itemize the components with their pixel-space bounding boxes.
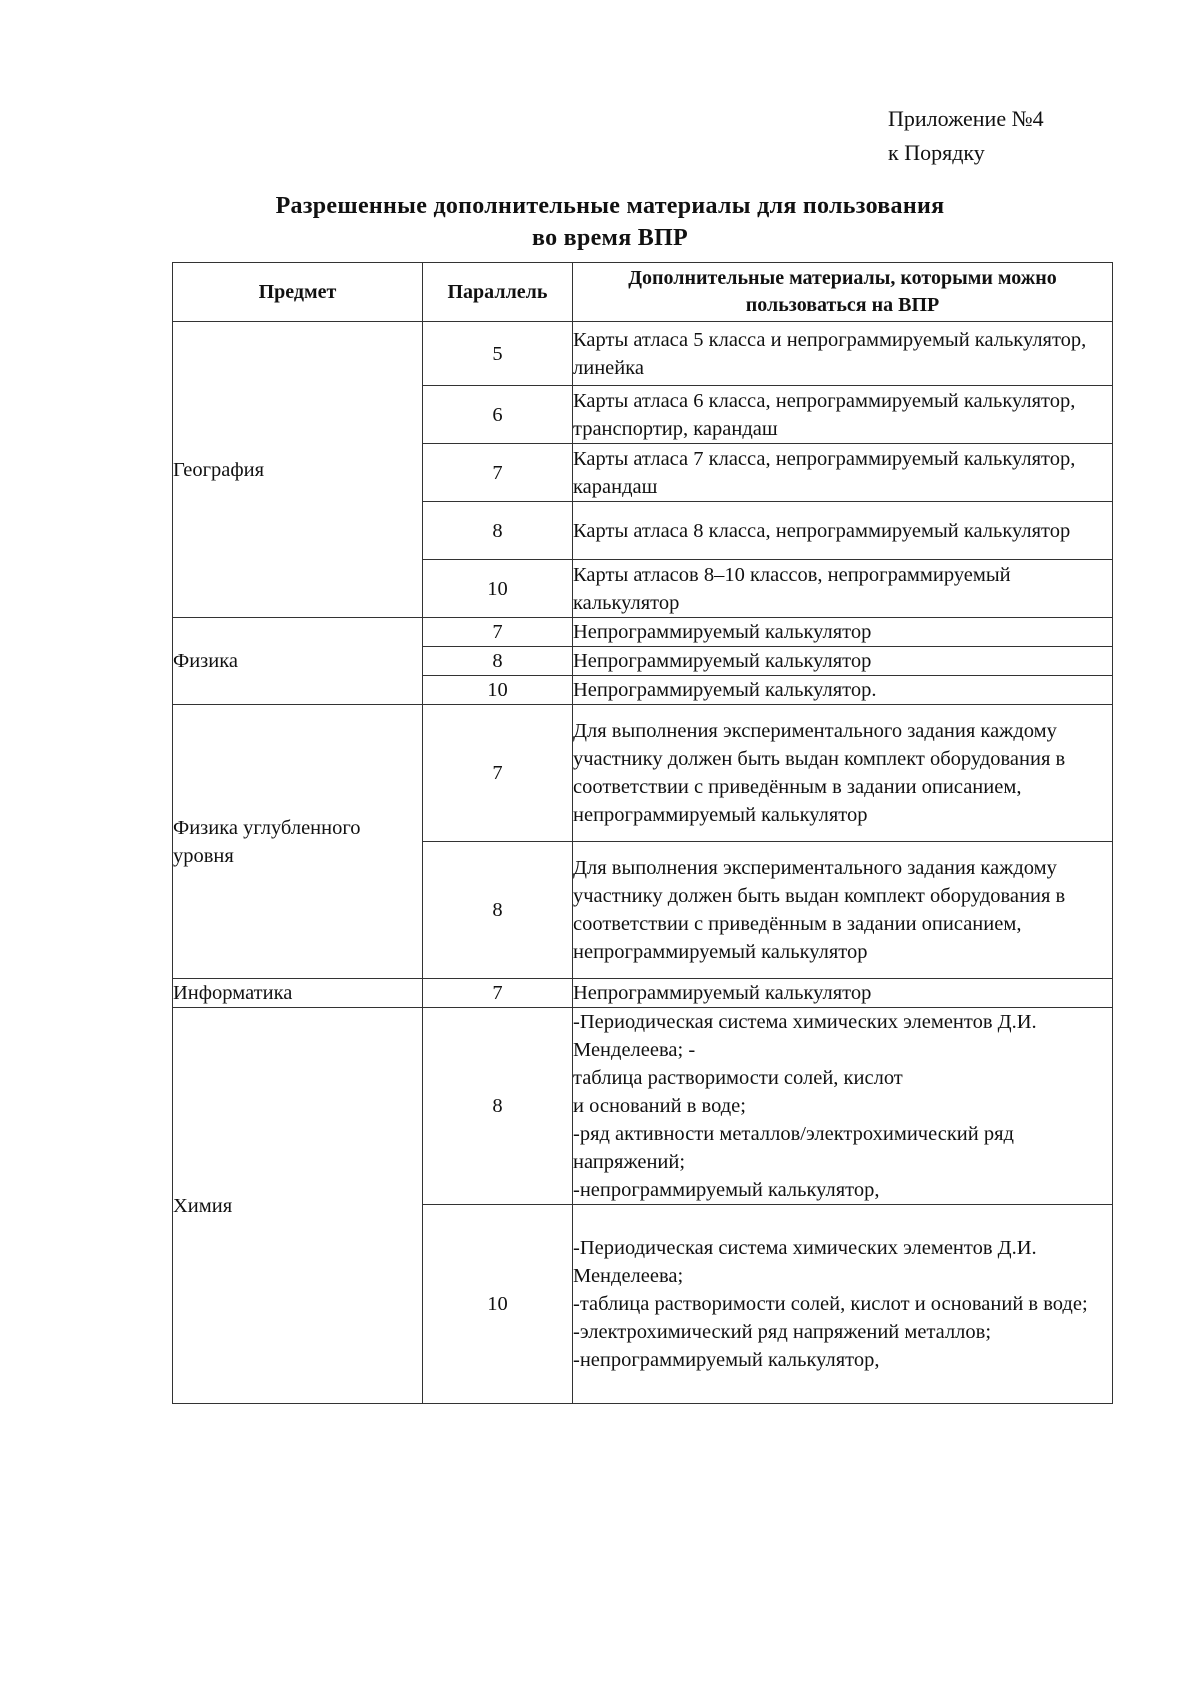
grade-cell: 8 (423, 842, 573, 979)
grade-cell: 8 (423, 1008, 573, 1205)
appendix-reference (888, 102, 1044, 170)
table-header-row (173, 263, 1113, 322)
subject-cell: Информатика (173, 979, 423, 1008)
grade-cell: 7 (423, 618, 573, 647)
materials-cell: Непрограммируемый калькулятор. (573, 676, 1113, 705)
materials-cell: -Периодическая система химических элементов Д.И. Менделеева; -таблица растворимости солей, кислот и оснований в воде; -электрохимический ряд напряжений металлов; -непрограммируемый калькулятор, (573, 1205, 1113, 1404)
table-row (173, 705, 1113, 842)
grade-cell: 8 (423, 502, 573, 560)
grade-cell: 5 (423, 322, 573, 386)
materials-cell: Карты атласа 8 класса, непрограммируемый калькулятор (573, 502, 1113, 560)
grade-cell: 8 (423, 647, 573, 676)
subject-cell: Физика (173, 618, 423, 705)
materials-cell: Непрограммируемый калькулятор (573, 647, 1113, 676)
grade-cell: 6 (423, 386, 573, 444)
grade-cell: 10 (423, 1205, 573, 1404)
materials-cell: Карты атласа 6 класса, непрограммируемый калькулятор, транспортир, карандаш (573, 386, 1113, 444)
materials-cell: Непрограммируемый калькулятор (573, 979, 1113, 1008)
materials-cell: Для выполнения экспериментального задания каждому участнику должен быть выдан комплект оборудования в соответствии с приведённым в задании описанием, непрограммируемый калькулятор (573, 705, 1113, 842)
subject-cell: География (173, 322, 423, 618)
header-grade: Параллель (423, 263, 573, 322)
grade-cell: 10 (423, 676, 573, 705)
header-materials: Дополнительные материалы, которыми можно пользоваться на ВПР (573, 263, 1113, 322)
document-title-line1: Разрешенные дополнительные материалы для пользования (275, 193, 945, 219)
subject-cell: Химия (173, 1008, 423, 1404)
appendix-number: Приложение №4 (888, 106, 1044, 131)
header-subject: Предмет (173, 263, 423, 322)
materials-table (172, 262, 1113, 1404)
document-title (200, 190, 1020, 254)
materials-cell: Непрограммируемый калькулятор (573, 618, 1113, 647)
materials-cell: Карты атласа 7 класса, непрограммируемый калькулятор, карандаш (573, 444, 1113, 502)
materials-cell: -Периодическая система химических элементов Д.И. Менделеева; - таблица растворимости солей, кислот и оснований в воде; -ряд активности металлов/электрохимический ряд напряжений; -непрограммируемый калькулятор, (573, 1008, 1113, 1205)
subject-cell: Физика углубленного уровня (173, 705, 423, 979)
materials-cell: Карты атласа 5 класса и непрограммируемый калькулятор, линейка (573, 322, 1113, 386)
table-row (173, 322, 1113, 386)
table-row (173, 1008, 1113, 1205)
grade-cell: 7 (423, 705, 573, 842)
materials-cell: Карты атласов 8–10 классов, непрограммируемый калькулятор (573, 560, 1113, 618)
materials-cell: Для выполнения экспериментального задания каждому участнику должен быть выдан комплект оборудования в соответствии с приведённым в задании описанием, непрограммируемый калькулятор (573, 842, 1113, 979)
table-row (173, 618, 1113, 647)
table-row (173, 979, 1113, 1008)
grade-cell: 10 (423, 560, 573, 618)
grade-cell: 7 (423, 979, 573, 1008)
grade-cell: 7 (423, 444, 573, 502)
appendix-order: к Порядку (888, 140, 985, 165)
document-title-line2: во время ВПР (531, 225, 689, 251)
